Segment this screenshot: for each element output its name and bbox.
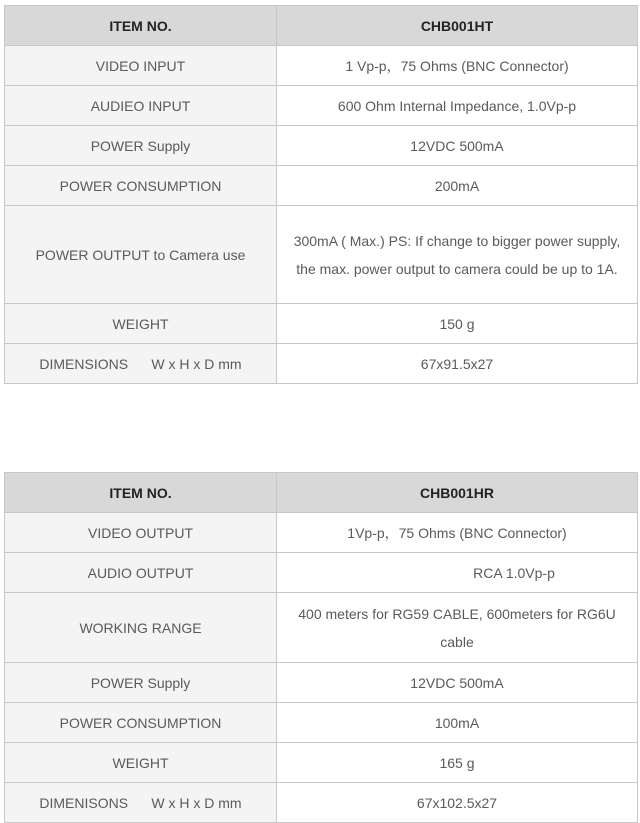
table-header-row: [5, 6, 638, 46]
spec-value: 200mA: [277, 166, 638, 206]
table-row: [5, 344, 638, 384]
table-row: [5, 46, 638, 86]
spec-value: 400 meters for RG59 CABLE, 600meters for RG6U cable: [277, 593, 638, 663]
spec-name: POWER CONSUMPTION: [5, 703, 277, 743]
spec-name: DIMENSIONS W x H x D mm: [5, 344, 277, 384]
spec-name: WORKING RANGE: [5, 593, 277, 663]
table-row: [5, 783, 638, 823]
spec-value: 600 Ohm Internal Impedance, 1.0Vp-p: [277, 86, 638, 126]
table-row: [5, 513, 638, 553]
spec-value: 1Vp-p，75 Ohms (BNC Connector): [277, 513, 638, 553]
spec-name: WEIGHT: [5, 304, 277, 344]
spec-table-chb001hr: [4, 472, 638, 823]
table-row: [5, 166, 638, 206]
spec-name: VIDEO OUTPUT: [5, 513, 277, 553]
table-row: [5, 206, 638, 304]
header-label: ITEM NO.: [5, 473, 277, 513]
header-model: CHB001HR: [277, 473, 638, 513]
table-row: [5, 743, 638, 783]
header-model: CHB001HT: [277, 6, 638, 46]
header-label: ITEM NO.: [5, 6, 277, 46]
table-row: [5, 553, 638, 593]
spec-name: AUDIO OUTPUT: [5, 553, 277, 593]
spec-name: VIDEO INPUT: [5, 46, 277, 86]
table-row: [5, 86, 638, 126]
spec-name: POWER Supply: [5, 126, 277, 166]
spec-value: 150 g: [277, 304, 638, 344]
spec-value: 1 Vp-p，75 Ohms (BNC Connector): [277, 46, 638, 86]
table-row: [5, 126, 638, 166]
spec-value: 12VDC 500mA: [277, 126, 638, 166]
spec-value: 165 g: [277, 743, 638, 783]
spec-value: 12VDC 500mA: [277, 663, 638, 703]
spec-value: 100mA: [277, 703, 638, 743]
spec-name: WEIGHT: [5, 743, 277, 783]
table-row: [5, 304, 638, 344]
table-row: [5, 593, 638, 663]
spec-value: RCA 1.0Vp-p: [277, 553, 638, 593]
spec-value: 300mA ( Max.) PS: If change to bigger power supply, the max. power output to camera could be up to 1A.: [277, 206, 638, 304]
spec-name: DIMENISONS W x H x D mm: [5, 783, 277, 823]
spec-name: POWER OUTPUT to Camera use: [5, 206, 277, 304]
spec-value: 67x91.5x27: [277, 344, 638, 384]
table-header-row: [5, 473, 638, 513]
table-row: [5, 663, 638, 703]
spec-name: POWER Supply: [5, 663, 277, 703]
spec-name: AUDIEO INPUT: [5, 86, 277, 126]
spec-value: 67x102.5x27: [277, 783, 638, 823]
spec-name: POWER CONSUMPTION: [5, 166, 277, 206]
table-row: [5, 703, 638, 743]
spec-table-chb001ht: [4, 5, 638, 384]
